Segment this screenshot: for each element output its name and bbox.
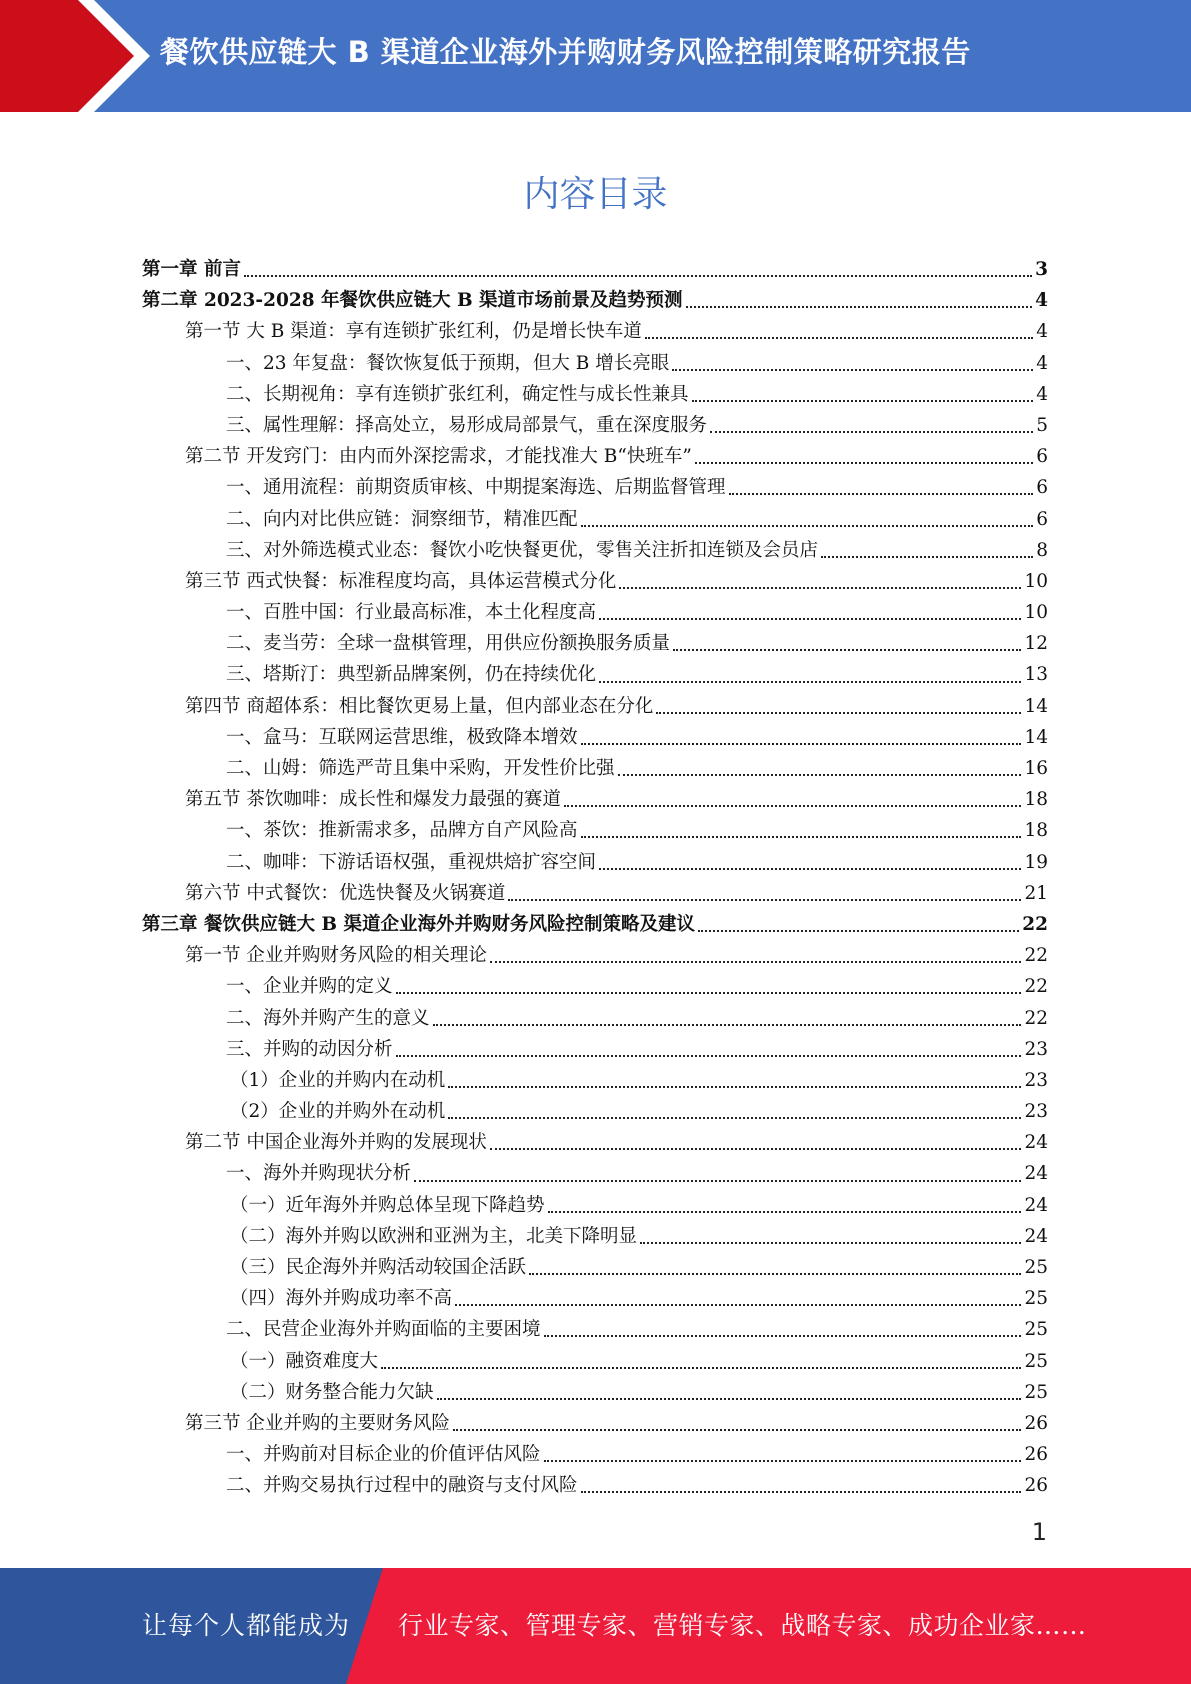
toc-entry-page: 10 — [1024, 602, 1048, 624]
toc-entry[interactable] — [142, 441, 1048, 472]
toc-dot-leader — [692, 399, 1034, 402]
toc-entry-title: 第二节 中国企业海外并购的发展现状 — [185, 1132, 487, 1154]
toc-entry-page: 8 — [1036, 539, 1048, 561]
toc-entry-page: 14 — [1024, 726, 1048, 748]
toc-entry-title: 二、咖啡：下游话语权强，重视烘焙扩容空间 — [226, 851, 597, 873]
toc-entry-page: 24 — [1024, 1225, 1048, 1247]
toc-entry-page: 21 — [1024, 882, 1048, 904]
toc-entry-page: 22 — [1022, 913, 1048, 935]
toc-entry[interactable] — [142, 1127, 1048, 1158]
footer-banner — [0, 1568, 1191, 1684]
toc-entry-title: 一、通用流程：前期资质审核、中期提案海选、后期监督管理 — [226, 477, 726, 499]
toc-entry-page: 26 — [1024, 1444, 1048, 1466]
toc-dot-leader — [244, 274, 1032, 277]
toc-entry-title: 第四节 商超体系：相比餐饮更易上量，但内部业态在分化 — [185, 695, 654, 717]
toc-dot-leader — [544, 1459, 1022, 1462]
toc-entry-title: 二、山姆：筛选严苛且集中采购，开发性价比强 — [226, 758, 615, 779]
toc-entry[interactable] — [142, 1003, 1048, 1034]
toc-dot-leader — [381, 1366, 1021, 1369]
toc-entry[interactable] — [142, 597, 1048, 628]
toc-dot-leader — [453, 1428, 1022, 1431]
toc-entry[interactable] — [142, 1377, 1048, 1408]
toc-entry[interactable] — [142, 628, 1048, 659]
footer-slogan-right: 行业专家、管理专家、营销专家、战略专家、成功企业家…… — [398, 1611, 1087, 1640]
toc-dot-leader — [695, 461, 1033, 464]
toc-dot-leader — [645, 336, 1033, 339]
toc-entry[interactable] — [142, 254, 1048, 285]
toc-entry[interactable] — [142, 971, 1048, 1002]
toc-dot-leader — [581, 742, 1022, 745]
toc-entry-title: 第一节 企业并购财务风险的相关理论 — [185, 945, 487, 967]
toc-entry[interactable] — [142, 1439, 1048, 1470]
toc-entry-page: 22 — [1024, 1007, 1048, 1029]
toc-entry-title: 一、茶饮：推新需求多，品牌方自产风险高 — [226, 820, 578, 842]
toc-entry[interactable] — [142, 1346, 1048, 1377]
toc-dot-leader — [544, 1334, 1022, 1337]
toc-dot-leader — [640, 1241, 1021, 1244]
toc-entry[interactable] — [142, 815, 1048, 846]
toc-dot-leader — [599, 680, 1021, 683]
toc-dot-leader — [529, 1272, 1021, 1275]
toc-entry-page: 23 — [1024, 1038, 1048, 1060]
toc-entry-page: 24 — [1024, 1194, 1048, 1216]
toc-entry-page: 25 — [1024, 1288, 1048, 1310]
toc-entry-page: 26 — [1024, 1412, 1048, 1434]
toc-dot-leader — [448, 1116, 1021, 1119]
toc-dot-leader — [581, 524, 1034, 527]
toc-entry[interactable] — [142, 659, 1048, 690]
toc-entry-title: 第二章 2023-2028 年餐饮供应链大 B 渠道市场前景及趋势预测 — [142, 290, 683, 312]
toc-entry-title: （1）企业的并购内在动机 — [230, 1069, 446, 1091]
toc-entry-title: 第三节 企业并购的主要财务风险 — [185, 1412, 450, 1434]
toc-entry-page: 18 — [1024, 789, 1048, 811]
toc-dot-leader — [564, 804, 1022, 807]
toc-entry-page: 4 — [1036, 383, 1048, 405]
toc-entry-title: （二）财务整合能力欠缺 — [230, 1381, 434, 1403]
toc-dot-leader — [656, 711, 1021, 714]
toc-entry-page: 25 — [1024, 1257, 1048, 1278]
toc-entry[interactable] — [142, 847, 1048, 878]
page-number: 1 — [1031, 1518, 1047, 1546]
toc-dot-leader — [396, 991, 1022, 994]
toc-entry-title: 第一章 前言 — [142, 259, 241, 280]
toc-dot-leader — [490, 1147, 1022, 1150]
toc-dot-leader — [821, 555, 1033, 558]
toc-dot-leader — [686, 305, 1033, 308]
toc-dot-leader — [710, 430, 1033, 433]
toc-dot-leader — [437, 1397, 1022, 1400]
toc-entry[interactable] — [142, 1408, 1048, 1439]
toc-dot-leader — [396, 1054, 1022, 1057]
toc-entry[interactable] — [142, 472, 1048, 503]
toc-entry-page: 23 — [1024, 1101, 1048, 1123]
toc-entry[interactable] — [142, 722, 1048, 753]
toc-entry[interactable] — [142, 691, 1048, 722]
toc-entry-page: 5 — [1036, 414, 1048, 436]
toc-entry-title: （四）海外并购成功率不高 — [230, 1288, 453, 1310]
toc-entry-title: 三、塔斯汀：典型新品牌案例，仍在持续优化 — [226, 664, 597, 686]
toc-entry-page: 4 — [1035, 290, 1048, 312]
toc-dot-leader — [673, 648, 1021, 651]
footer-slogan-left: 让每个人都能成为 — [142, 1611, 351, 1640]
header-banner — [0, 0, 1191, 112]
toc-entry[interactable] — [142, 940, 1048, 971]
toc-entry[interactable] — [142, 1065, 1048, 1096]
toc-entry-page: 24 — [1024, 1132, 1048, 1154]
toc-entry[interactable] — [142, 1034, 1048, 1065]
toc-entry-page: 10 — [1024, 570, 1048, 592]
toc-dot-leader — [599, 867, 1021, 870]
toc-entry-title: 二、海外并购产生的意义 — [226, 1007, 430, 1029]
toc-entry-page: 6 — [1036, 508, 1048, 530]
toc-entry-page: 12 — [1024, 633, 1048, 655]
toc-dot-leader — [619, 586, 1021, 589]
toc-entry[interactable] — [142, 535, 1048, 566]
toc-entry-title: 第三节 西式快餐：标准程度均高，具体运营模式分化 — [185, 570, 617, 592]
toc-entry[interactable] — [142, 753, 1048, 784]
toc-entry-page: 14 — [1024, 695, 1048, 717]
toc-entry-title: 三、并购的动因分析 — [226, 1038, 393, 1060]
toc-entry-page: 26 — [1024, 1475, 1048, 1497]
toc-entry-title: 第六节 中式餐饮：优选快餐及火锅赛道 — [185, 882, 506, 904]
toc-entry[interactable] — [142, 1096, 1048, 1127]
toc-entry-title: 二、并购交易执行过程中的融资与支付风险 — [226, 1475, 578, 1497]
toc-entry-title: （一）融资难度大 — [230, 1350, 379, 1372]
toc-entry-title: 一、百胜中国：行业最高标准，本土化程度高 — [226, 602, 597, 624]
toc-entry-title: 二、向内对比供应链：洞察细节，精准匹配 — [226, 508, 578, 530]
toc-entry[interactable] — [142, 1158, 1048, 1189]
toc-dot-leader — [599, 617, 1021, 620]
toc-entry[interactable] — [142, 1190, 1048, 1221]
toc-entry-title: 一、并购前对目标企业的价值评估风险 — [226, 1444, 541, 1466]
toc-entry-title: （2）企业的并购外在动机 — [230, 1101, 446, 1123]
toc-entry[interactable] — [142, 379, 1048, 410]
toc-entry[interactable] — [142, 878, 1048, 909]
toc-entry-title: 一、海外并购现状分析 — [226, 1163, 412, 1185]
toc-entry-title: 二、民营企业海外并购面临的主要困境 — [226, 1319, 541, 1341]
toc-entry-title: （一）近年海外并购总体呈现下降趋势 — [230, 1194, 545, 1216]
toc-entry-title: 第三章 餐饮供应链大 B 渠道企业海外并购财务风险控制策略及建议 — [142, 913, 695, 935]
toc-entry-page: 22 — [1024, 945, 1048, 967]
toc-entry-page: 22 — [1024, 976, 1048, 998]
toc-entry[interactable] — [142, 316, 1048, 347]
toc-title: 内容目录 — [523, 174, 668, 215]
toc-dot-leader — [414, 1179, 1021, 1182]
toc-entry-title: （三）民企海外并购活动较国企活跃 — [230, 1257, 527, 1278]
toc-dot-leader — [729, 492, 1034, 495]
toc-entry-page: 25 — [1024, 1350, 1048, 1372]
toc-dot-leader — [548, 1210, 1022, 1213]
toc-entry[interactable] — [142, 1221, 1048, 1252]
toc-entry-title: （二）海外并购以欧洲和亚洲为主，北美下降明显 — [230, 1225, 638, 1247]
toc-entry-page: 3 — [1035, 259, 1048, 280]
toc-dot-leader — [672, 368, 1033, 371]
toc-entry-page: 25 — [1024, 1319, 1048, 1341]
toc-dot-leader — [618, 773, 1022, 776]
toc-entry[interactable] — [142, 348, 1048, 379]
toc-entry[interactable] — [142, 1470, 1048, 1501]
toc-entry[interactable] — [142, 566, 1048, 597]
toc-entry-page: 6 — [1036, 477, 1048, 499]
toc-entry[interactable] — [142, 909, 1048, 940]
toc-entry-title: 三、属性理解：择高处立，易形成局部景气，重在深度服务 — [226, 414, 708, 436]
toc-entry[interactable] — [142, 285, 1048, 316]
toc-entry-page: 16 — [1024, 758, 1048, 779]
toc-dot-leader — [455, 1303, 1021, 1306]
toc-dot-leader — [508, 898, 1021, 901]
toc-entry-title: 二、长期视角：享有连锁扩张红利，确定性与成长性兼具 — [226, 383, 689, 405]
toc-entry-page: 23 — [1024, 1069, 1048, 1091]
toc-entry[interactable] — [142, 504, 1048, 535]
toc-entry-title: 三、对外筛选模式业态：餐饮小吃快餐更优，零售关注折扣连锁及会员店 — [226, 539, 819, 561]
toc-entry-page: 19 — [1024, 851, 1048, 873]
toc-entry[interactable] — [142, 410, 1048, 441]
toc-entry-title: 一、企业并购的定义 — [226, 976, 393, 998]
toc-entry-title: 第一节 大 B 渠道：享有连锁扩张红利，仍是增长快车道 — [185, 321, 642, 343]
toc-entry-page: 18 — [1024, 820, 1048, 842]
report-title: 餐饮供应链大 B 渠道企业海外并购财务风险控制策略研究报告 — [160, 35, 971, 69]
toc-entry-page: 25 — [1024, 1381, 1048, 1403]
toc-entry-page: 6 — [1036, 446, 1048, 468]
toc-entry-title: 第二节 开发窍门：由内而外深挖需求，才能找准大 B“快班车” — [185, 446, 692, 468]
toc-entry[interactable] — [142, 1283, 1048, 1314]
toc-dot-leader — [698, 929, 1019, 932]
toc-entry[interactable] — [142, 1314, 1048, 1345]
toc-dot-leader — [448, 1085, 1021, 1088]
toc-entry-title: 二、麦当劳：全球一盘棋管理，用供应份额换服务质量 — [226, 633, 671, 655]
toc-entry-title: 一、23 年复盘：餐饮恢复低于预期，但大 B 增长亮眼 — [226, 352, 670, 374]
toc-dot-leader — [581, 835, 1022, 838]
table-of-contents — [142, 254, 1048, 1502]
toc-entry[interactable] — [142, 1252, 1048, 1283]
toc-dot-leader — [581, 1490, 1022, 1493]
toc-entry[interactable] — [142, 784, 1048, 815]
toc-entry-page: 24 — [1024, 1163, 1048, 1185]
toc-entry-page: 4 — [1036, 352, 1048, 374]
toc-entry-title: 第五节 茶饮咖啡：成长性和爆发力最强的赛道 — [185, 789, 561, 811]
toc-dot-leader — [490, 960, 1022, 963]
toc-entry-title: 一、盒马：互联网运营思维，极致降本增效 — [226, 726, 578, 748]
toc-entry-page: 4 — [1036, 321, 1048, 343]
toc-entry-page: 13 — [1024, 664, 1048, 686]
toc-dot-leader — [433, 1023, 1022, 1026]
